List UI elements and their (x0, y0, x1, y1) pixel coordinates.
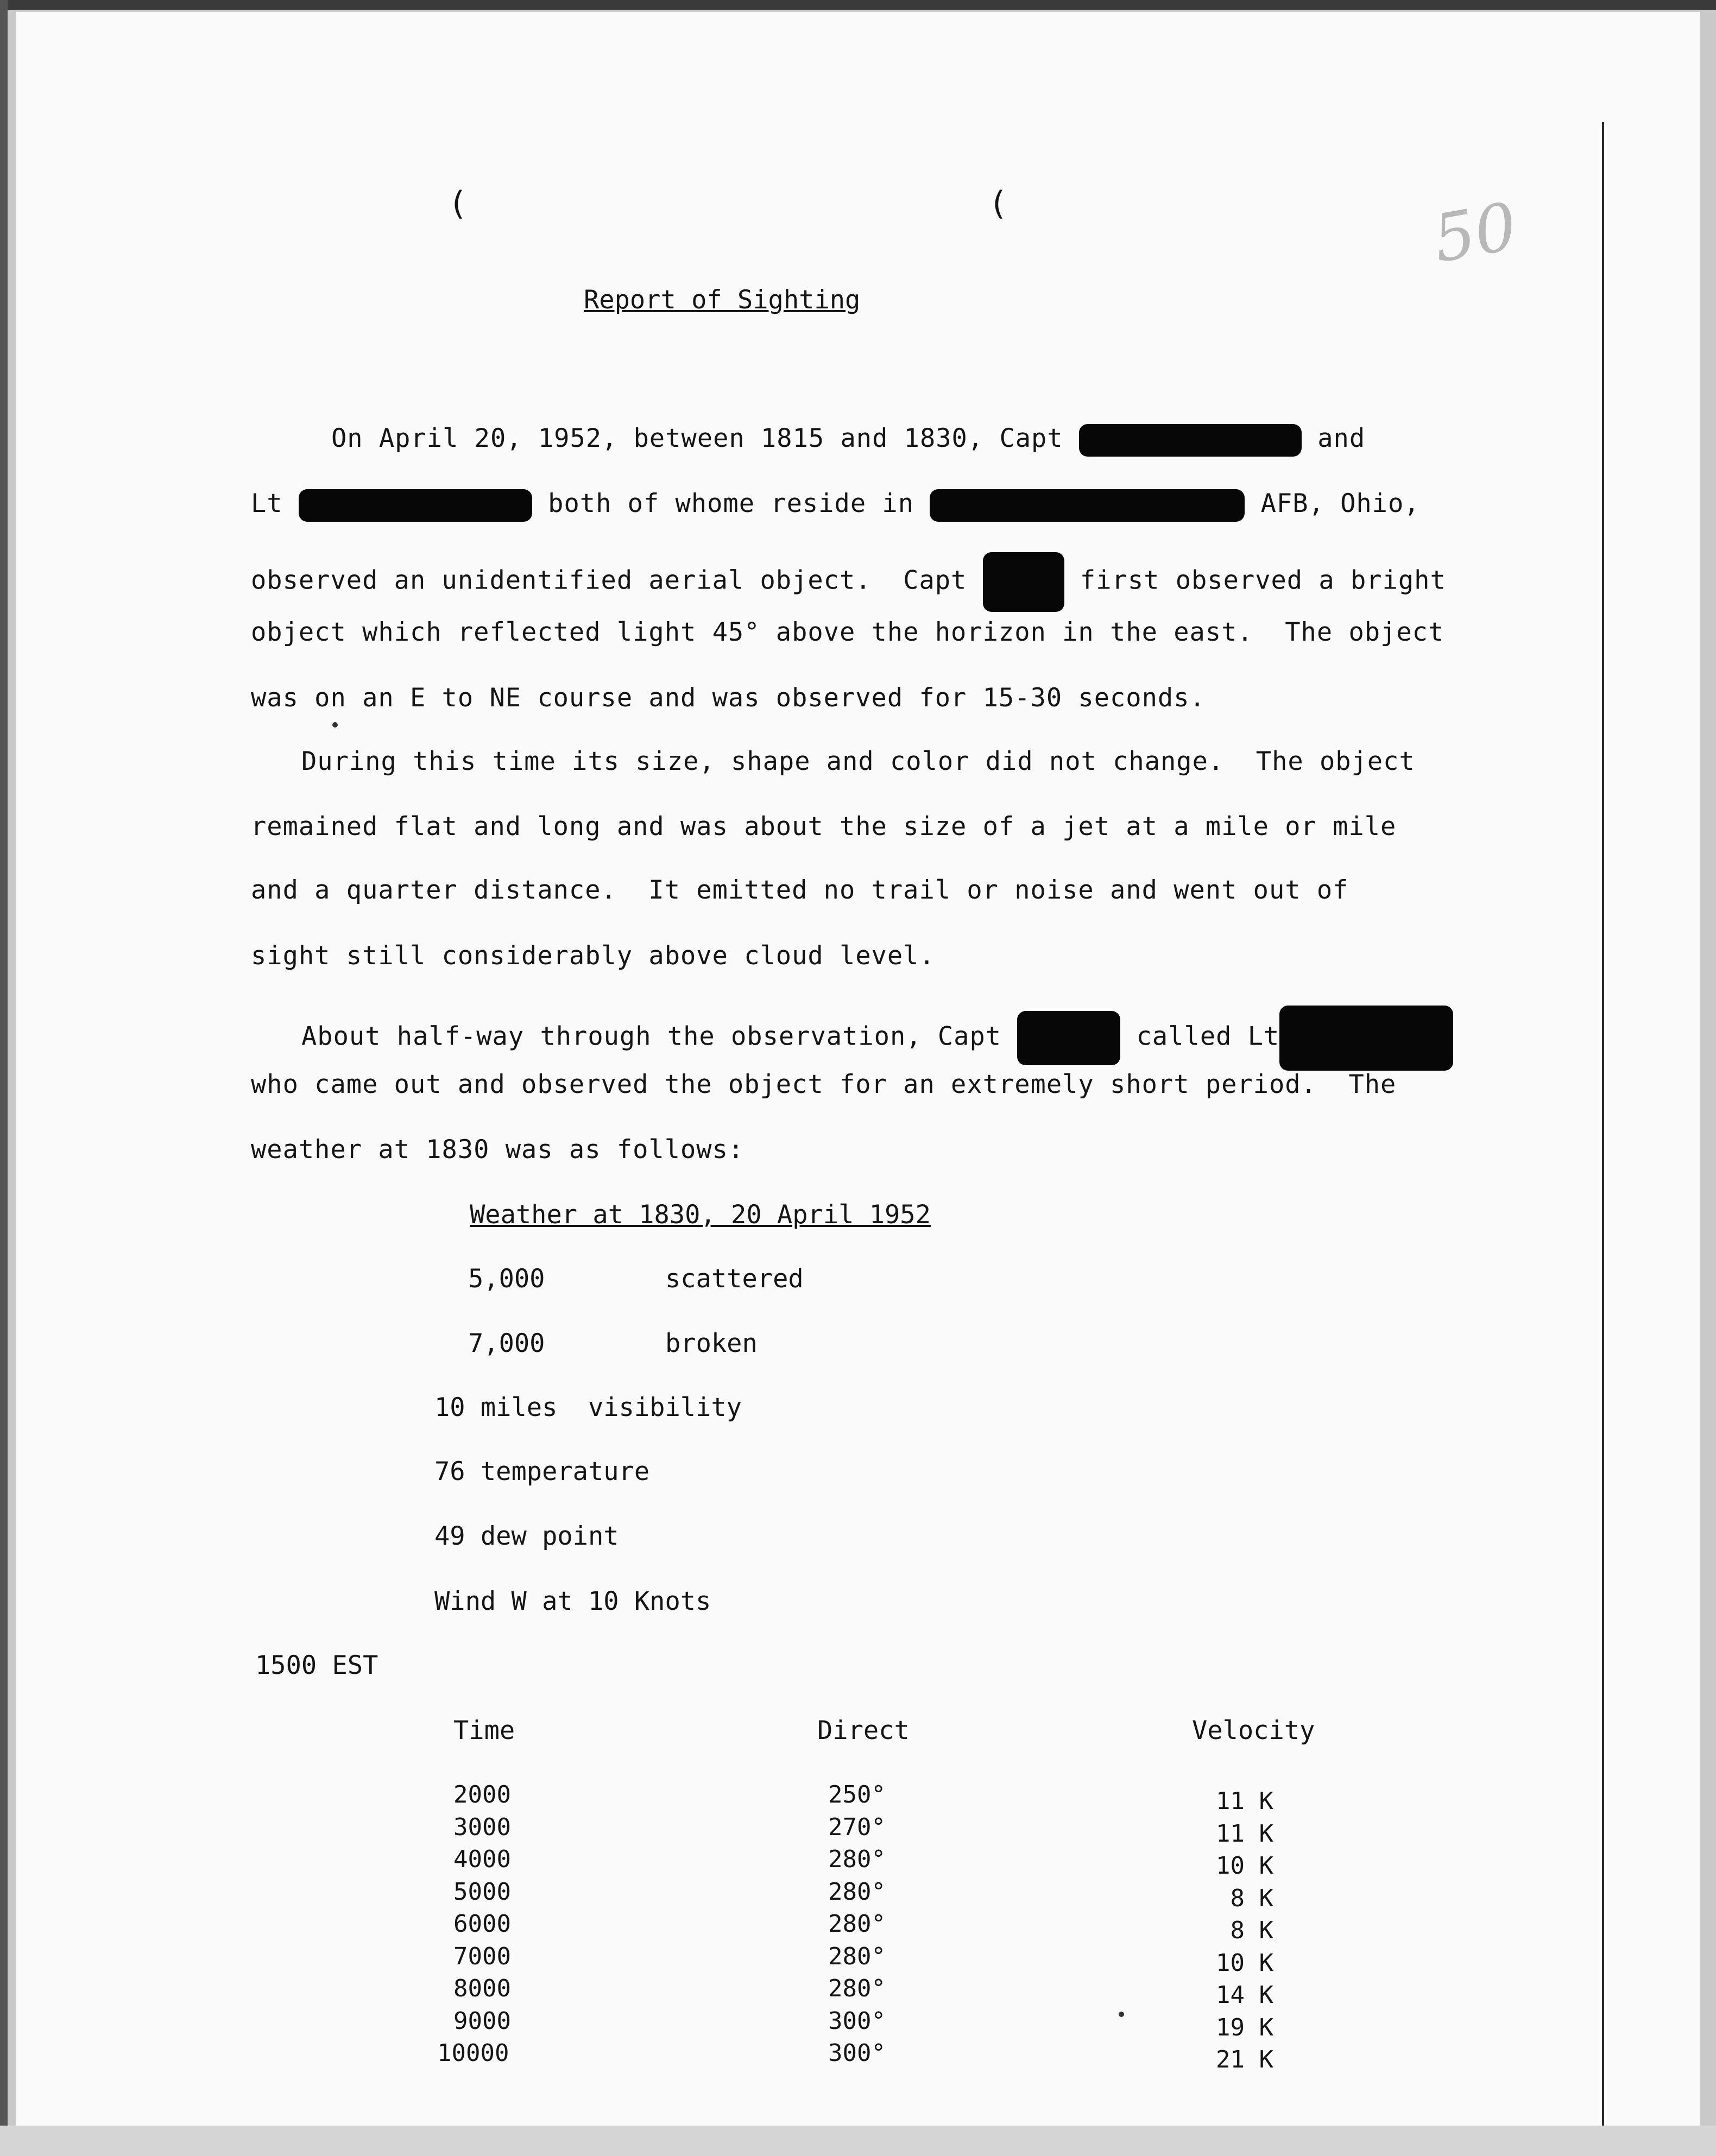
table-cell-direct: 250° (828, 1781, 886, 1809)
weather-heading: Weather at 1830, 20 April 1952 (470, 1200, 931, 1230)
redaction-block (1279, 1006, 1453, 1071)
column-header-time: Time (453, 1716, 515, 1746)
table-cell-time: 10000 (437, 2039, 509, 2067)
table-cell-time: 5000 (453, 1878, 511, 1906)
scan-border-top (0, 0, 1716, 10)
scan-speck (332, 722, 338, 728)
paragraph-line: remained flat and long and was about the size of a jet at a mile or mile (251, 812, 1397, 842)
temperature: 76 temperature (434, 1457, 650, 1487)
table-cell-time: 8000 (453, 1975, 511, 2002)
paragraph-line: On April 20, 1952, between 1815 and 1830, Capt and (331, 423, 1365, 457)
paragraph-line: and a quarter distance. It emitted no trail or noise and went out of (251, 875, 1349, 905)
paragraph-line: About half-way through the observation, Capt called Lt (301, 1006, 1453, 1071)
redaction-block (1079, 424, 1302, 457)
table-cell-direct: 300° (828, 2039, 886, 2067)
redaction-block (930, 489, 1245, 522)
column-header-direct: Direct (817, 1716, 910, 1746)
table-cell-velocity: 11 K (1216, 1820, 1273, 1848)
scan-border-left (0, 0, 8, 2156)
table-cell-direct: 280° (828, 1878, 886, 1906)
cloud-cover: broken (665, 1329, 758, 1358)
scan-mark-right: ( (988, 185, 1008, 223)
paragraph-line: Lt both of whome reside in AFB, Ohio, (251, 489, 1420, 522)
table-cell-direct: 300° (828, 2007, 886, 2035)
scan-border-right (1602, 122, 1604, 2126)
table-cell-time: 4000 (453, 1845, 511, 1873)
dew-point: 49 dew point (434, 1521, 619, 1551)
table-cell-velocity: 11 K (1216, 1787, 1273, 1815)
winds-aloft-label: 1500 EST (255, 1651, 378, 1680)
scan-speck (1119, 2012, 1124, 2017)
table-cell-time: 7000 (453, 1943, 511, 1970)
handwritten-note: 50 (1428, 188, 1523, 278)
table-cell-time: 6000 (453, 1910, 511, 1938)
redaction-block (299, 489, 532, 522)
table-cell-velocity: 10 K (1216, 1852, 1273, 1880)
table-cell-direct: 280° (828, 1975, 886, 2002)
table-cell-velocity: 14 K (1216, 1981, 1273, 2009)
paragraph-line: During this time its size, shape and color did not change. The object (301, 747, 1415, 776)
visibility: 10 miles visibility (434, 1393, 742, 1422)
paragraph-line: observed an unidentified aerial object. Capt first observed a bright (251, 552, 1446, 612)
redaction-block (1017, 1011, 1120, 1065)
paragraph-line: object which reflected light 45° above the horizon in the east. The object (251, 617, 1444, 647)
table-cell-velocity: 8 K (1230, 1917, 1273, 1944)
cloud-height: 7,000 (468, 1329, 545, 1358)
paragraph-line: weather at 1830 was as follows: (251, 1135, 745, 1165)
column-header-velocity: Velocity (1192, 1716, 1315, 1746)
paragraph-line: who came out and observed the object for an extremely short period. The (251, 1070, 1397, 1099)
paragraph-line: sight still considerably above cloud level. (251, 941, 935, 971)
scan-mark-left: ( (448, 185, 468, 223)
table-cell-direct: 280° (828, 1845, 886, 1873)
table-cell-velocity: 10 K (1216, 1949, 1273, 1977)
paragraph-line: was on an E to NE course and was observed for 15-30 seconds. (251, 683, 1206, 713)
table-cell-velocity: 21 K (1216, 2046, 1273, 2073)
table-cell-direct: 270° (828, 1813, 886, 1841)
table-cell-time: 9000 (453, 2007, 511, 2035)
table-cell-time: 3000 (453, 1813, 511, 1841)
table-cell-time: 2000 (453, 1781, 511, 1809)
page-title: Report of Sighting (584, 285, 861, 315)
cloud-height: 5,000 (468, 1264, 545, 1294)
wind: Wind W at 10 Knots (434, 1586, 711, 1616)
cloud-cover: scattered (665, 1264, 804, 1294)
table-cell-velocity: 8 K (1230, 1885, 1273, 1912)
table-cell-direct: 280° (828, 1943, 886, 1970)
redaction-block (983, 552, 1064, 612)
scan-border-bottom (0, 2126, 1716, 2156)
table-cell-direct: 280° (828, 1910, 886, 1938)
table-cell-velocity: 19 K (1216, 2014, 1273, 2041)
